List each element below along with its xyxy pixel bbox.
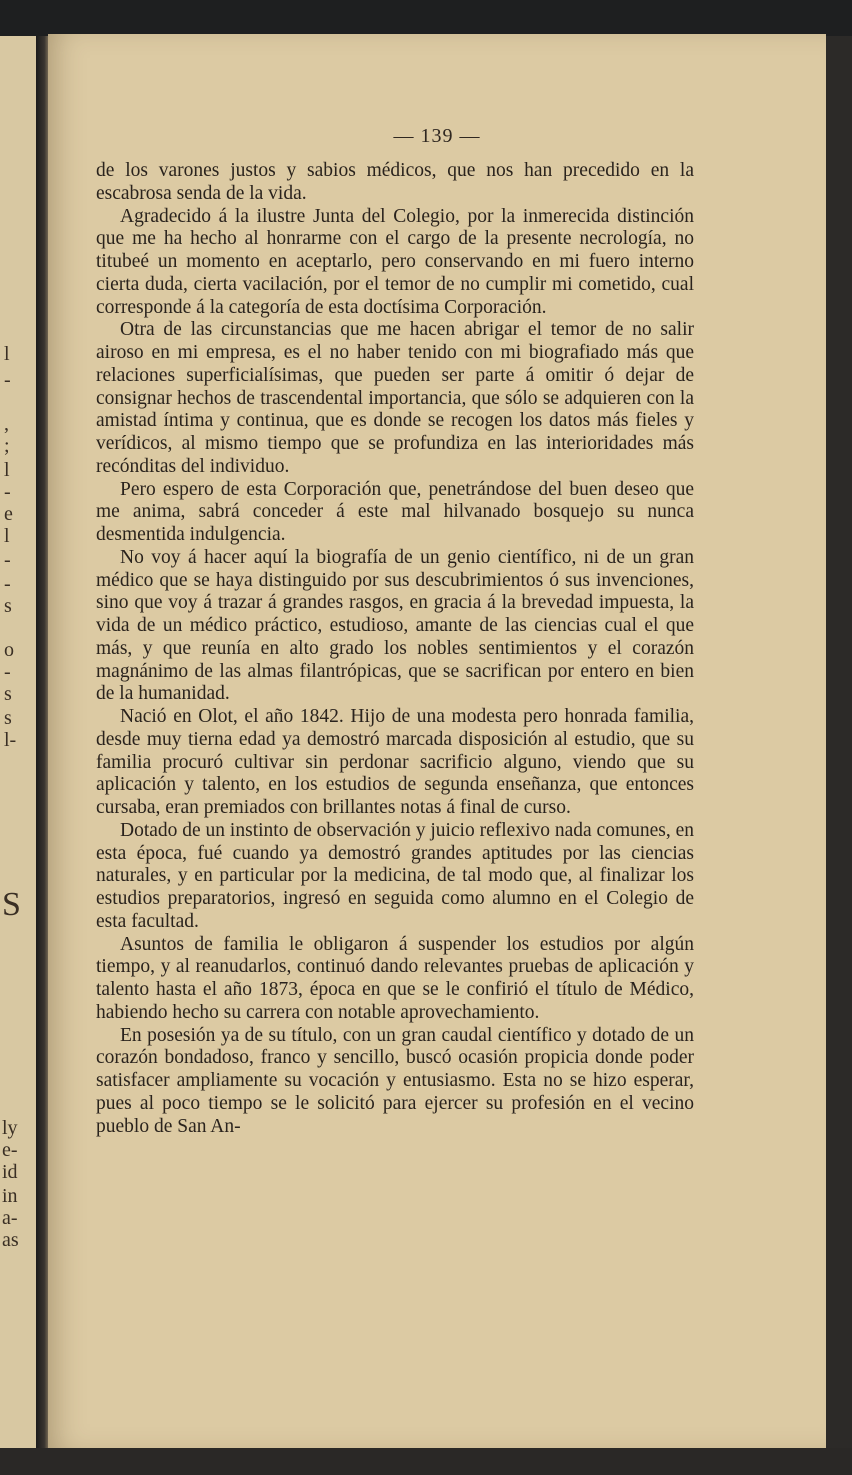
facing-page-fragment: l- xyxy=(4,729,17,751)
facing-page-fragment: s xyxy=(4,707,12,729)
paragraph: Dotado de un instinto de observación y juicio reflexivo nada comunes, en esta época, fué cuando ya demostró grandes aptitudes por las ciencias naturales, y en particular por la medicina, de tal modo que, al finalizar los estudios preparatorios, ingresó en seguida como alumno en el Colegio de esta facultad. xyxy=(96,819,695,932)
facing-page-fragment: - xyxy=(4,481,11,503)
facing-page-fragment: - xyxy=(4,661,11,683)
facing-page-fragment: as xyxy=(2,1229,19,1251)
scan-right-border xyxy=(826,36,852,1475)
paragraph: No voy á hacer aquí la biografía de un genio científico, ni de un gran médico que se haya distinguido por sus descubrimientos ó sus invenciones, sino que voy á trazar á grandes rasgos, en gracia á la brevedad impuesta, la vida de un médico práctico, estudioso, amante de las ciencias cual el que más, y que reunía en alto grado los nobles sentimientos y el corazón magnánimo de las almas filantrópicas, que se sacrifican por entero en bien de la humanidad. xyxy=(96,546,694,705)
facing-page-fragment: e xyxy=(4,503,13,525)
paragraph: Nació en Olot, el año 1842. Hijo de una modesta pero honrada familia, desde muy tierna edad ya demostró marcada disposición al estudio, que su familia procuró cultivar sin perdonar sacrificio alguno, viendo que su aplicación y talento, en los estudios de segunda enseñanza, que entonces cursaba, eran premiados con brillantes notas á final de curso. xyxy=(96,706,694,818)
paragraph: de los varones justos y sabios médicos, que nos han precedido en la escabrosa senda de la vida. xyxy=(96,160,694,204)
facing-page-fragment: l xyxy=(4,343,10,365)
facing-page-fragment: - xyxy=(4,369,11,391)
facing-page-fragment: id xyxy=(2,1161,18,1183)
facing-page-fragment: S xyxy=(2,886,21,923)
facing-page-fragment: e- xyxy=(2,1139,18,1161)
facing-page-fragment: a- xyxy=(2,1207,18,1229)
facing-page-fragment: l xyxy=(4,525,10,547)
body-text xyxy=(96,160,694,1138)
paragraph: En posesión ya de su título, con un gran caudal científico y dotado de un corazón bondadoso, franco y sencillo, buscó ocasión propicia donde poder satisfacer ampliamente su vocación y entusiasmo. Esta no se hizo esperar, pues al poco tiempo se le solicitó para ejercer su profesión en el vecino pueblo de San An- xyxy=(96,1024,694,1137)
facing-page-fragment: - xyxy=(4,573,11,595)
facing-page-fragment: in xyxy=(2,1185,18,1207)
facing-page-fragment: s xyxy=(4,595,12,617)
paragraph: Pero espero de esta Corporación que, penetrándose del buen deseo que me anima, sabrá conceder á este mal hilvanado bosquejo su nunca desmentida indulgencia. xyxy=(96,478,694,545)
page-number: — 139 — xyxy=(393,125,481,147)
scan-bottom-border xyxy=(0,1448,852,1475)
paragraph: Agradecido á la ilustre Junta del Colegio, por la inmerecida distinción que me ha hecho al honrarme con el cargo de la presente necrología, no titubeé un momento en aceptarlo, pero conservando en mi fuero interno cierta duda, cierta vacilación, por el temor de no cumplir mi cometido, cual corresponde á la categoría de esta doctísima Corporación. xyxy=(96,205,694,318)
paragraph: Asuntos de familia le obligaron á suspender los estudios por algún tiempo, y al reanudarlos, continuó dando relevantes pruebas de aplicación y talento hasta el año 1873, época en que se le confirió el título de Médico, habiendo hecho su carrera con notable aprovechamiento. xyxy=(96,933,694,1023)
facing-page-fragment: ly xyxy=(2,1117,18,1139)
facing-page-fragment: o xyxy=(4,639,14,661)
facing-page-fragment: s xyxy=(4,683,12,705)
facing-page-fragment: ; xyxy=(4,435,10,457)
paragraph: Otra de las circunstancias que me hacen abrigar el temor de no salir airoso en mi empresa, es el no haber tenido con mi biografiado más que relaciones superficialísimas, que pueden ser parte á omitir ó dejar de consignar hechos de trascendental importancia, que sólo se adquieren con la amistad íntima y continua, que es donde se recogen los datos más fieles y verídicos, al mismo tiempo que se profundiza en las interioridades más recónditas del individuo. xyxy=(96,319,694,477)
facing-page-fragment: l xyxy=(4,459,10,481)
facing-page-fragment: - xyxy=(4,549,11,571)
facing-page-fragment: , xyxy=(4,413,9,435)
